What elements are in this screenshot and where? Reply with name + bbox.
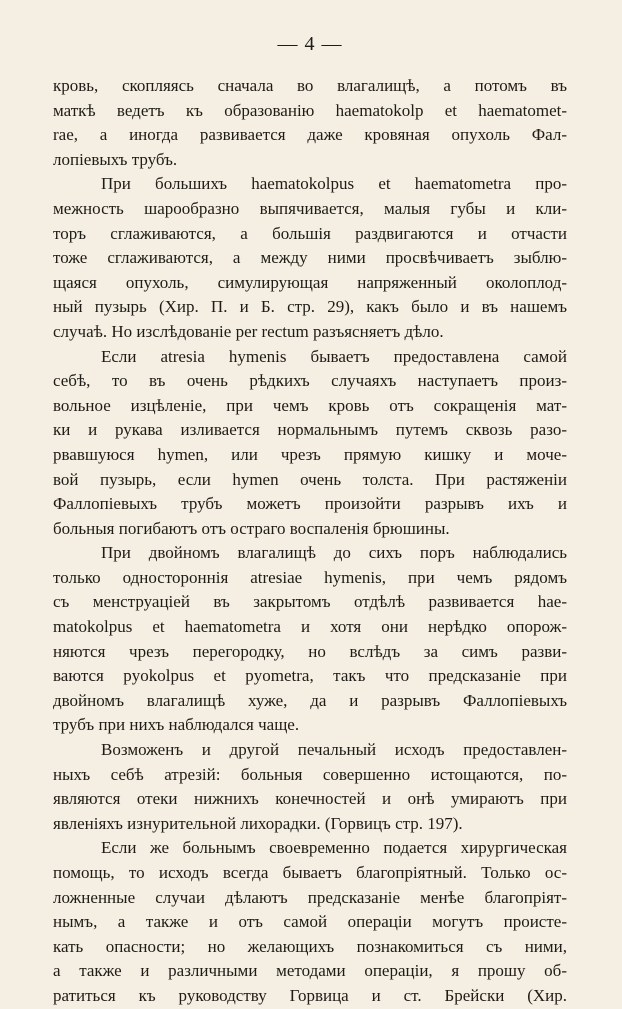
text-line: Возможенъ и другой печальный исходъ предоставлен- <box>101 740 567 760</box>
text-line: rae, а иногда развивается даже кровяная опухоль Фал- <box>53 125 567 145</box>
text-line: помощь, то исходъ всегда бываетъ благопріятный. Только ос- <box>53 863 567 882</box>
text-line: ложненные случаи дѣлаютъ предсказаніе менѣе благопріят- <box>53 887 567 907</box>
text-line: лопіевыхъ трубъ. <box>53 149 178 169</box>
text-line: межность шарообразно выпячивается, малыя губы и кли- <box>53 198 567 218</box>
text-line: При большихъ haematokolpus et haematometra про- <box>101 174 567 194</box>
text-line: ваются pyokolpus et pyometra, такъ что предсказаніе при <box>53 666 567 686</box>
text-line: съ менструаціей въ закрытомъ отдѣлѣ развивается hae- <box>53 592 567 612</box>
text-line: Если atresia hymenis бываетъ предоставлена самой <box>101 346 567 366</box>
text-line: ратиться къ руководству Горвица и ст. Брейски (Хир. <box>53 985 567 1005</box>
text-line: являются отеки нижнихъ конечностей и онѣ умираютъ при <box>53 789 567 809</box>
text-line: себѣ, то въ очень рѣдкихъ случаяхъ наступаетъ произ- <box>53 371 567 391</box>
text-line: Фаллопіевыхъ трубъ можетъ произойти разрывъ ихъ и <box>53 494 567 514</box>
text-line: трубъ при нихъ наблюдался чаще. <box>53 715 300 735</box>
text-line: явленіяхъ изнурительной лихорадки. (Горвицъ стр. 197). <box>53 813 463 833</box>
text-line: торъ сглаживаются, а большія раздвигаются и отчасти <box>53 223 567 243</box>
text-line: ки и рукава изливается нормальнымъ путемъ сквозь разо- <box>53 420 567 440</box>
text-line: только одностороннія atresiae hymenis, при чемъ рядомъ <box>53 567 567 587</box>
text-line: matokolpus et haematometra и хотя они нерѣдко опорож- <box>53 617 567 637</box>
text-line: ный пузырь (Хир. П. и Б. стр. 29), какъ было и въ нашемъ <box>53 297 567 317</box>
text-line: кровь, скопляясь сначала во влагалищѣ, а потомъ въ <box>53 76 567 95</box>
text-line: рвавшуюся hymen, или чрезъ прямую кишку и моче- <box>53 444 567 464</box>
text-line: двойномъ влагалищѣ хуже, да и разрывъ Фаллопіевыхъ <box>53 690 567 710</box>
text-line: случаѣ. Но изслѣдованіе per rectum разъясняетъ дѣло. <box>53 321 444 341</box>
text-line: кать опасности; но желающихъ познакомиться съ ними, <box>53 936 567 956</box>
text-body <box>53 74 567 1009</box>
text-line: нымъ, а также и отъ самой операціи могутъ происте- <box>53 912 567 932</box>
text-line: тоже сглаживаются, а между ними просвѣчиваетъ зыблю- <box>53 248 567 268</box>
text-line: ныхъ себѣ атрезій: больныя совершенно истощаются, по- <box>53 764 567 784</box>
text-line: При двойномъ влагалищѣ до сихъ поръ наблюдались <box>101 543 567 563</box>
text-line: больныя погибаютъ отъ остраго воспаленія брюшины. <box>53 518 450 538</box>
text-line: Если же больнымъ своевременно подается хирургическая <box>101 838 567 858</box>
text-line: вольное изцѣленіе, при чемъ кровь отъ сокращенія мат- <box>53 395 567 415</box>
text-line: щаяся опухоль, симулирующая напряженный околоплод- <box>53 272 567 292</box>
text-line: няются чрезъ перегородку, но вслѣдъ за симъ разви- <box>53 641 567 661</box>
text-line: вой пузырь, если hymen очень толста. При растяженіи <box>53 469 567 489</box>
text-line: маткѣ ведетъ къ образованію haematokolp et haematomet- <box>53 100 567 120</box>
page-number: — 4 — <box>277 33 343 55</box>
text-line: а также и различными методами операціи, я прошу об- <box>53 961 567 981</box>
